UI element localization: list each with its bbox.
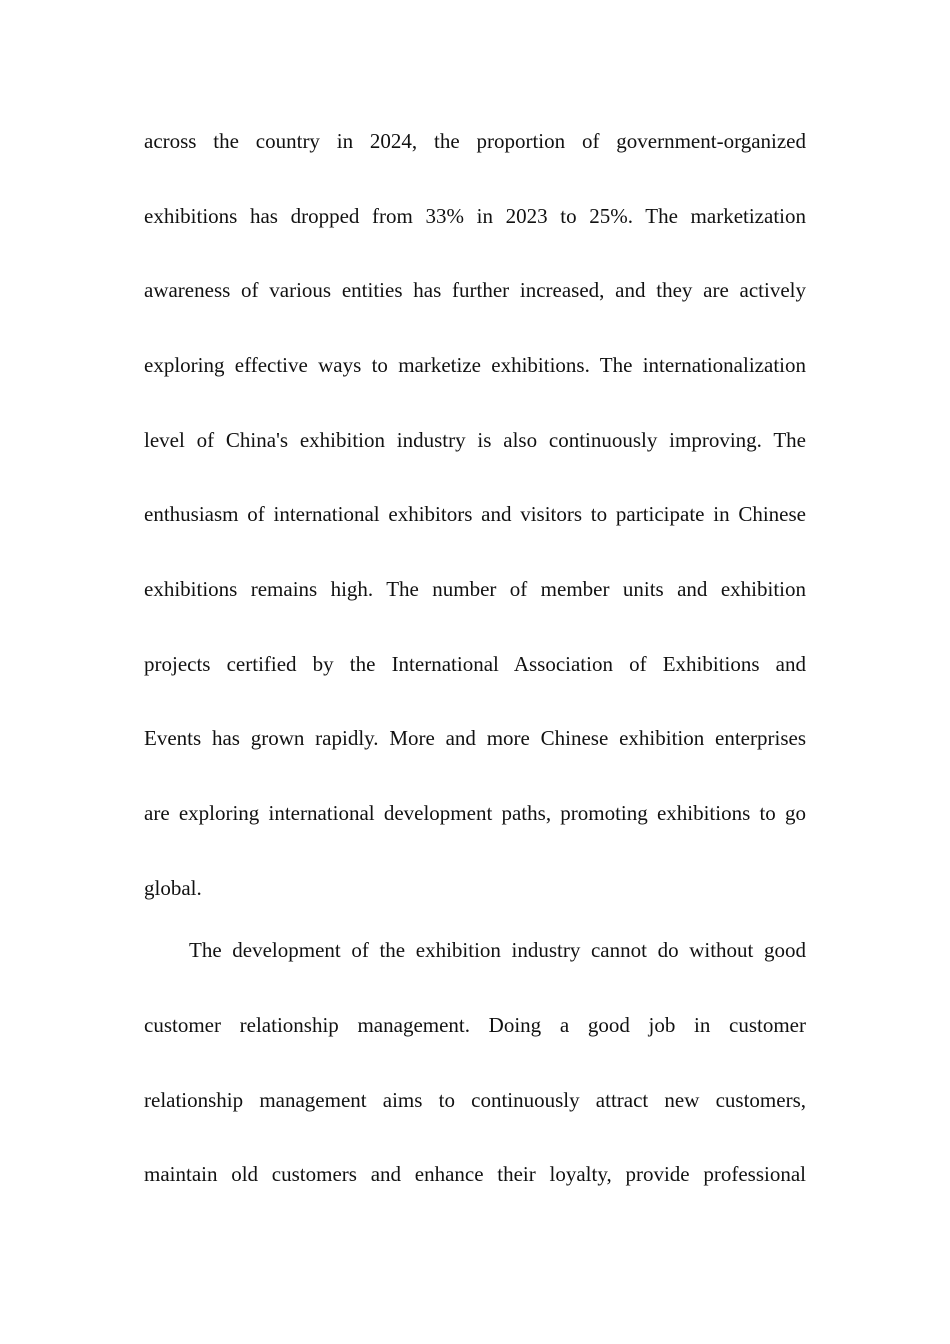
- text-line: awareness of various entities has further increased, and they are actively: [144, 278, 806, 302]
- text-line: relationship management aims to continuously attract new customers,: [144, 1088, 806, 1112]
- text-line: exhibitions remains high. The number of member units and exhibition: [144, 577, 806, 601]
- text-line: customer relationship management. Doing a good job in customer: [144, 1013, 806, 1037]
- text-line: maintain old customers and enhance their loyalty, provide professional: [144, 1162, 806, 1186]
- text-line: exploring effective ways to marketize exhibitions. The internationalization: [144, 353, 806, 377]
- text-line: Events has grown rapidly. More and more Chinese exhibition enterprises: [144, 726, 806, 750]
- text-line: global.: [144, 876, 202, 900]
- text-line: across the country in 2024, the proportion of government-organized: [144, 129, 806, 153]
- text-line: The development of the exhibition industry cannot do without good: [189, 938, 806, 962]
- text-line: enthusiasm of international exhibitors and visitors to participate in Chinese: [144, 502, 806, 526]
- text-line: level of China's exhibition industry is also continuously improving. The: [144, 428, 806, 452]
- text-line: projects certified by the International Association of Exhibitions and: [144, 652, 806, 676]
- text-line: are exploring international development paths, promoting exhibitions to go: [144, 801, 806, 825]
- text-line: exhibitions has dropped from 33% in 2023 to 25%. The marketization: [144, 204, 806, 228]
